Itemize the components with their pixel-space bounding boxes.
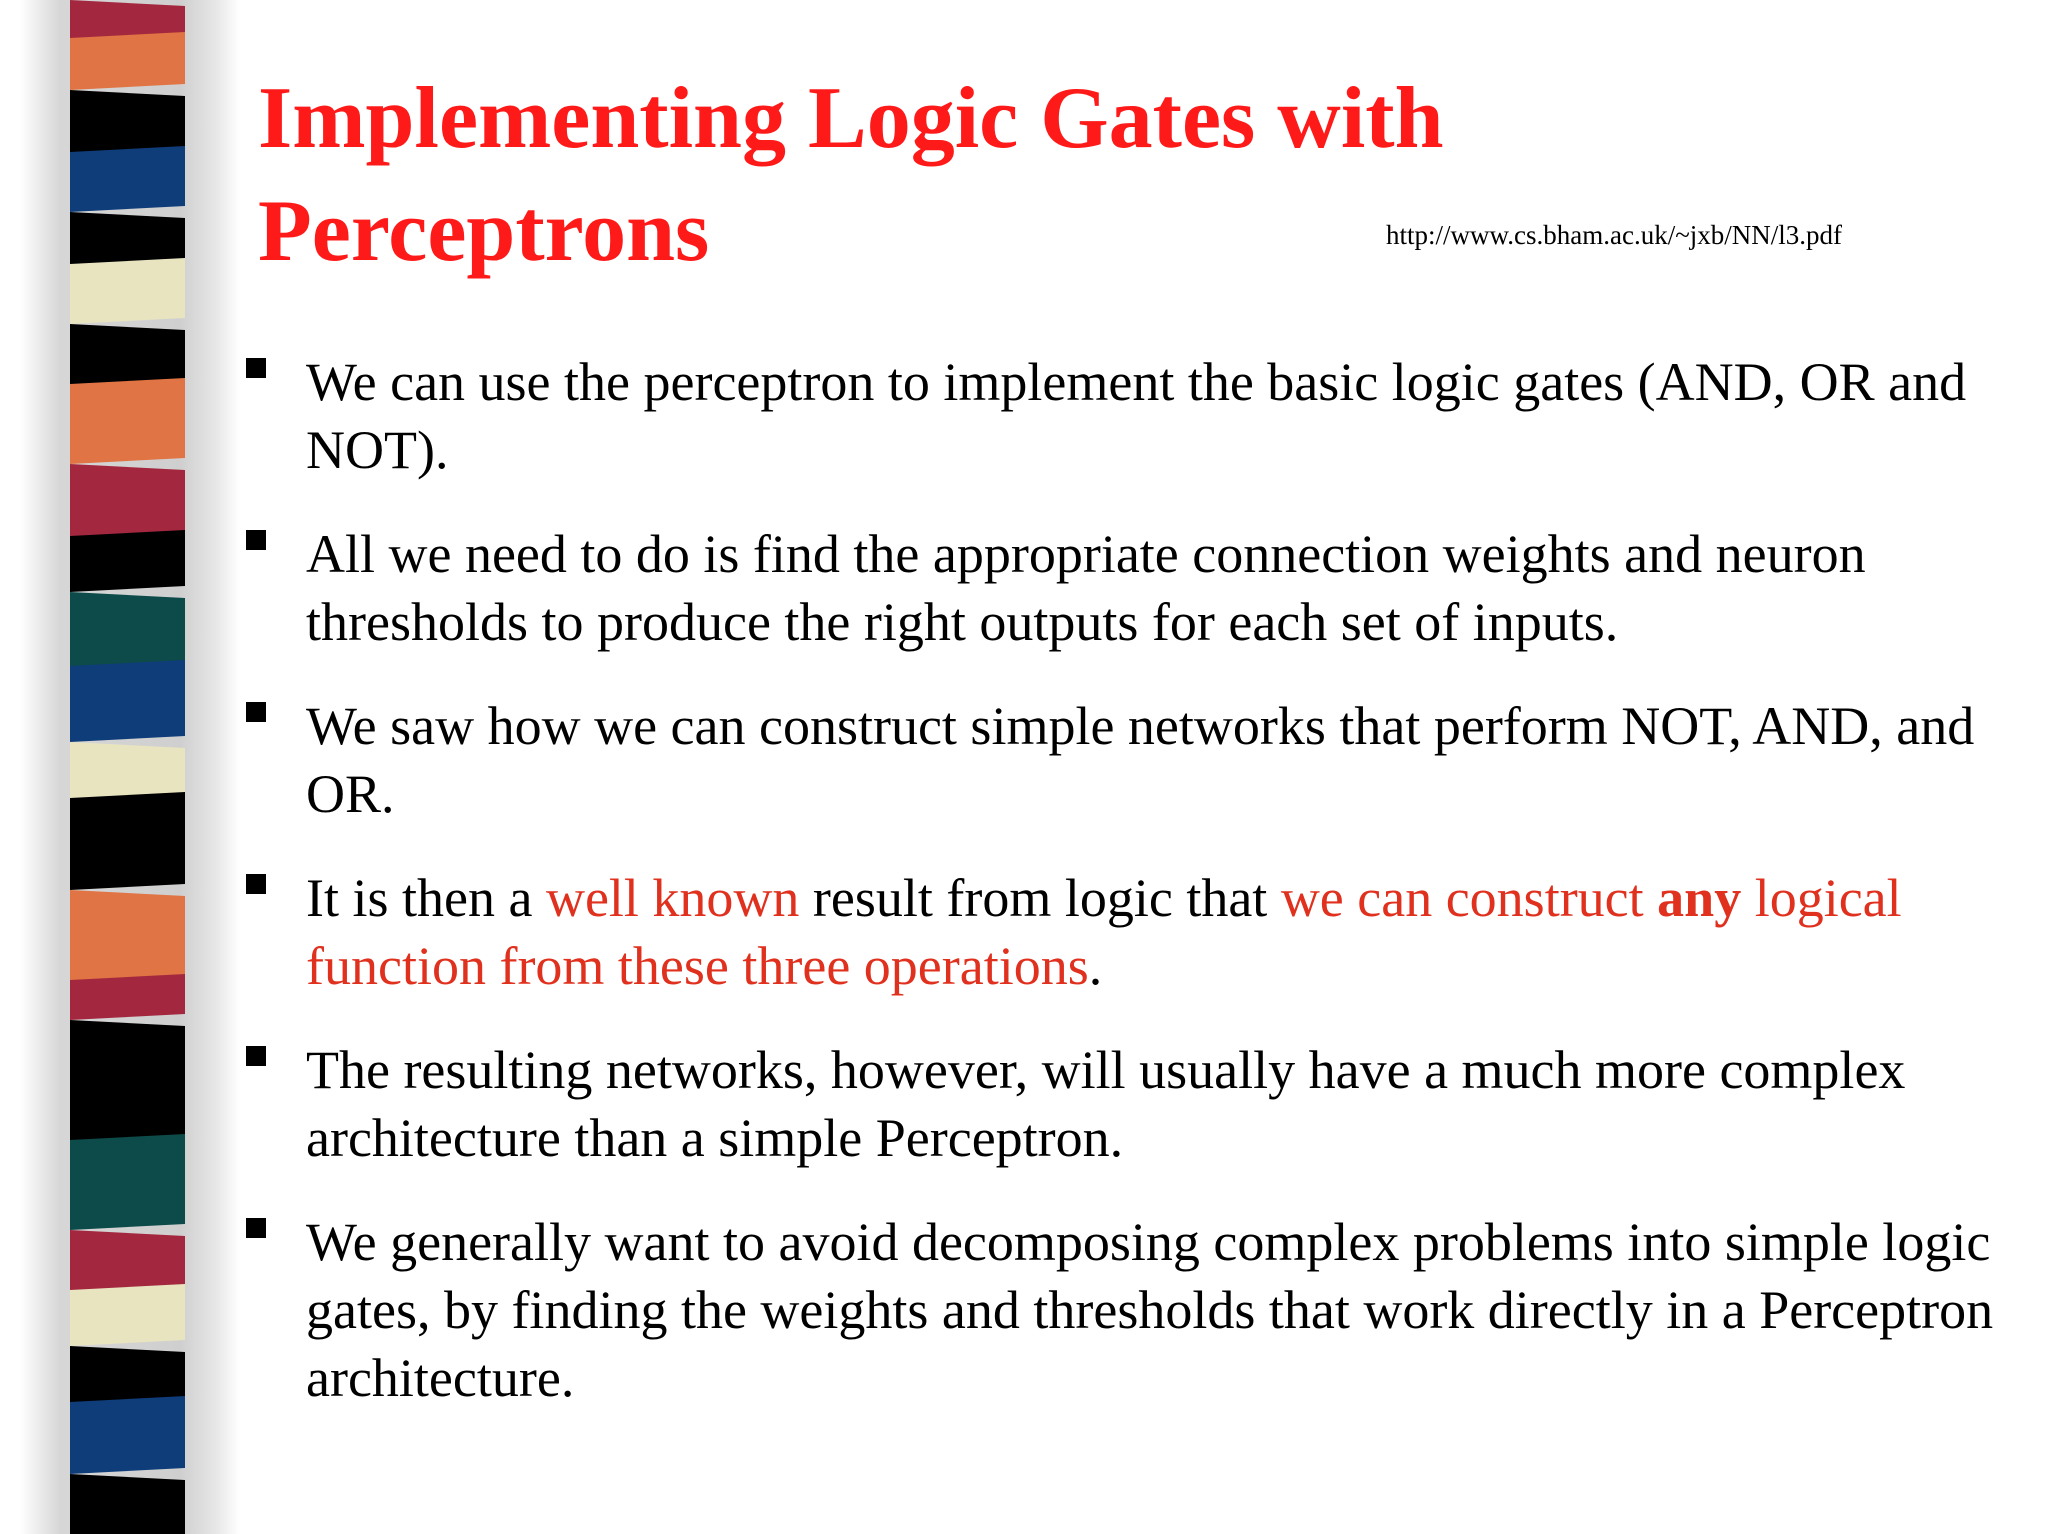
bullet-text-segment: any: [1657, 868, 1742, 928]
bullet-text-segment: The resulting networks, however, will usually have a much more complex architecture than a simple Perceptron.: [306, 1040, 1906, 1168]
bullet-text-segment: logical function from these three operations: [306, 868, 1902, 996]
stripe-band: [70, 32, 185, 90]
stripe-band: [70, 1396, 185, 1474]
stripe-band: [70, 258, 185, 324]
bullet-text-segment: result from logic that: [799, 868, 1281, 928]
square-bullet-icon: [246, 702, 266, 722]
stripe-band: [70, 592, 185, 672]
decorative-side-band: [0, 0, 240, 1534]
stripe-band: [70, 146, 185, 212]
source-url: http://www.cs.bham.ac.uk/~jxb/NN/l3.pdf: [1386, 220, 1843, 250]
bullet-item: [246, 1208, 2016, 1412]
bullet-text-segment: We saw how we can construct simple networks that perform NOT, AND, and OR.: [306, 696, 1975, 824]
slide-title: Implementing Logic Gates with Perceptrons: [258, 70, 1444, 280]
stripe-band: [70, 792, 185, 890]
stripe-band: [70, 530, 185, 592]
bullet-item: [246, 348, 2016, 484]
bullet-text-segment: we can construct: [1280, 868, 1658, 928]
decorative-stripes: [70, 0, 185, 1534]
stripe-band: [70, 464, 185, 542]
stripe-band: [70, 1020, 185, 1146]
stripe-band: [70, 1474, 185, 1534]
square-bullet-icon: [246, 874, 266, 894]
stripe-band: [70, 1134, 185, 1230]
square-bullet-icon: [246, 530, 266, 550]
bullet-text-segment: well known: [545, 868, 800, 928]
bullet-list: [246, 348, 2016, 1448]
stripe-band: [70, 1284, 185, 1346]
square-bullet-icon: [246, 1218, 266, 1238]
bullet-text-segment: We generally want to avoid decomposing complex problems into simple logic gates, by finding the weights and thresholds that work directly in a Perceptron architecture.: [306, 1212, 1994, 1408]
bullet-text-segment: We can use the perceptron to implement the basic logic gates (AND, OR and NOT).: [306, 352, 1967, 480]
bullet-item: [246, 692, 2016, 828]
bullet-item: [246, 1036, 2016, 1172]
bullet-text-segment: .: [1088, 936, 1103, 996]
square-bullet-icon: [246, 358, 266, 378]
bullet-item: [246, 864, 2016, 1000]
stripe-band: [70, 890, 185, 986]
stripe-band: [70, 378, 185, 464]
bullet-text-segment: It is then a: [306, 868, 546, 928]
stripe-band: [70, 974, 185, 1020]
bullet-item: [246, 520, 2016, 656]
square-bullet-icon: [246, 1046, 266, 1066]
stripe-band: [70, 660, 185, 742]
bullet-text-segment: All we need to do is find the appropriate connection weights and neuron thresholds to produce the right outputs for each set of inputs.: [306, 524, 1866, 652]
